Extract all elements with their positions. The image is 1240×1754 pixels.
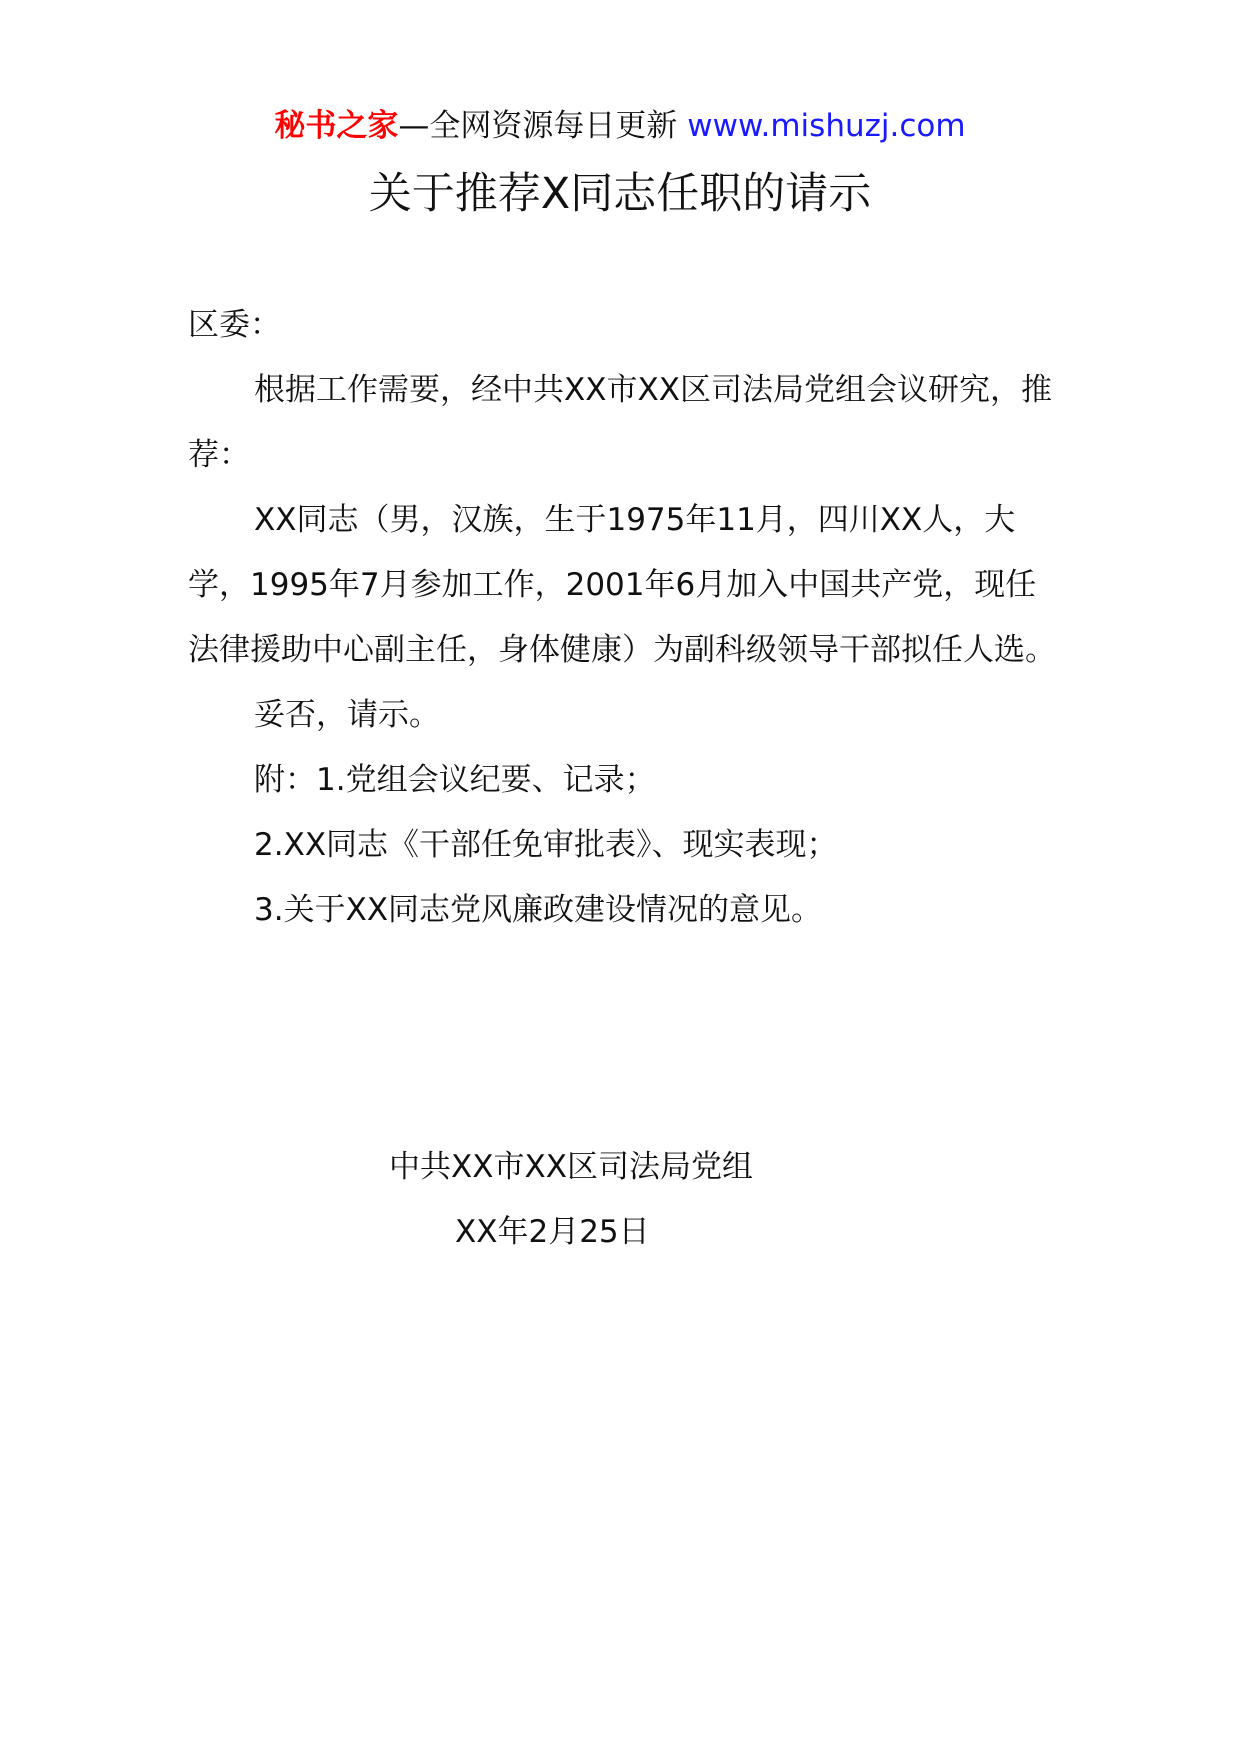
site-url-link[interactable]: www.mishuzj.com — [687, 108, 966, 144]
attachment-item: 2.XX同志《干部任免审批表》、现实表现； — [254, 827, 838, 863]
brand-slogan: —全网资源每日更新 — [398, 108, 688, 144]
paragraph-closing: 妥否，请示。 — [254, 697, 440, 733]
signature-date: XX年2月25日 — [455, 1214, 650, 1250]
attachment-item: 3.关于XX同志党风廉政建设情况的意见。 — [254, 892, 823, 928]
document-body — [188, 293, 1060, 943]
paragraph-candidate: XX同志（男，汉族，生于1975年11月，四川XX人，大学，1995年7月参加工作，2001年6月加入中国共产党，现任法律援助中心副主任，身体健康）为副科级领导干部拟任人选。 — [188, 502, 1056, 668]
paragraph-request: 根据工作需要，经中共XX市XX区司法局党组会议研究，推荐： — [188, 372, 1052, 473]
signature-organization: 中共XX市XX区司法局党组 — [389, 1149, 753, 1185]
document-title: 关于推荐X同志任职的请示 — [368, 169, 872, 219]
attachment-item: 附：1.党组会议纪要、记录； — [254, 762, 656, 798]
salutation: 区委： — [188, 307, 281, 343]
brand-name: 秘书之家 — [274, 108, 399, 144]
header-banner — [0, 103, 1240, 149]
